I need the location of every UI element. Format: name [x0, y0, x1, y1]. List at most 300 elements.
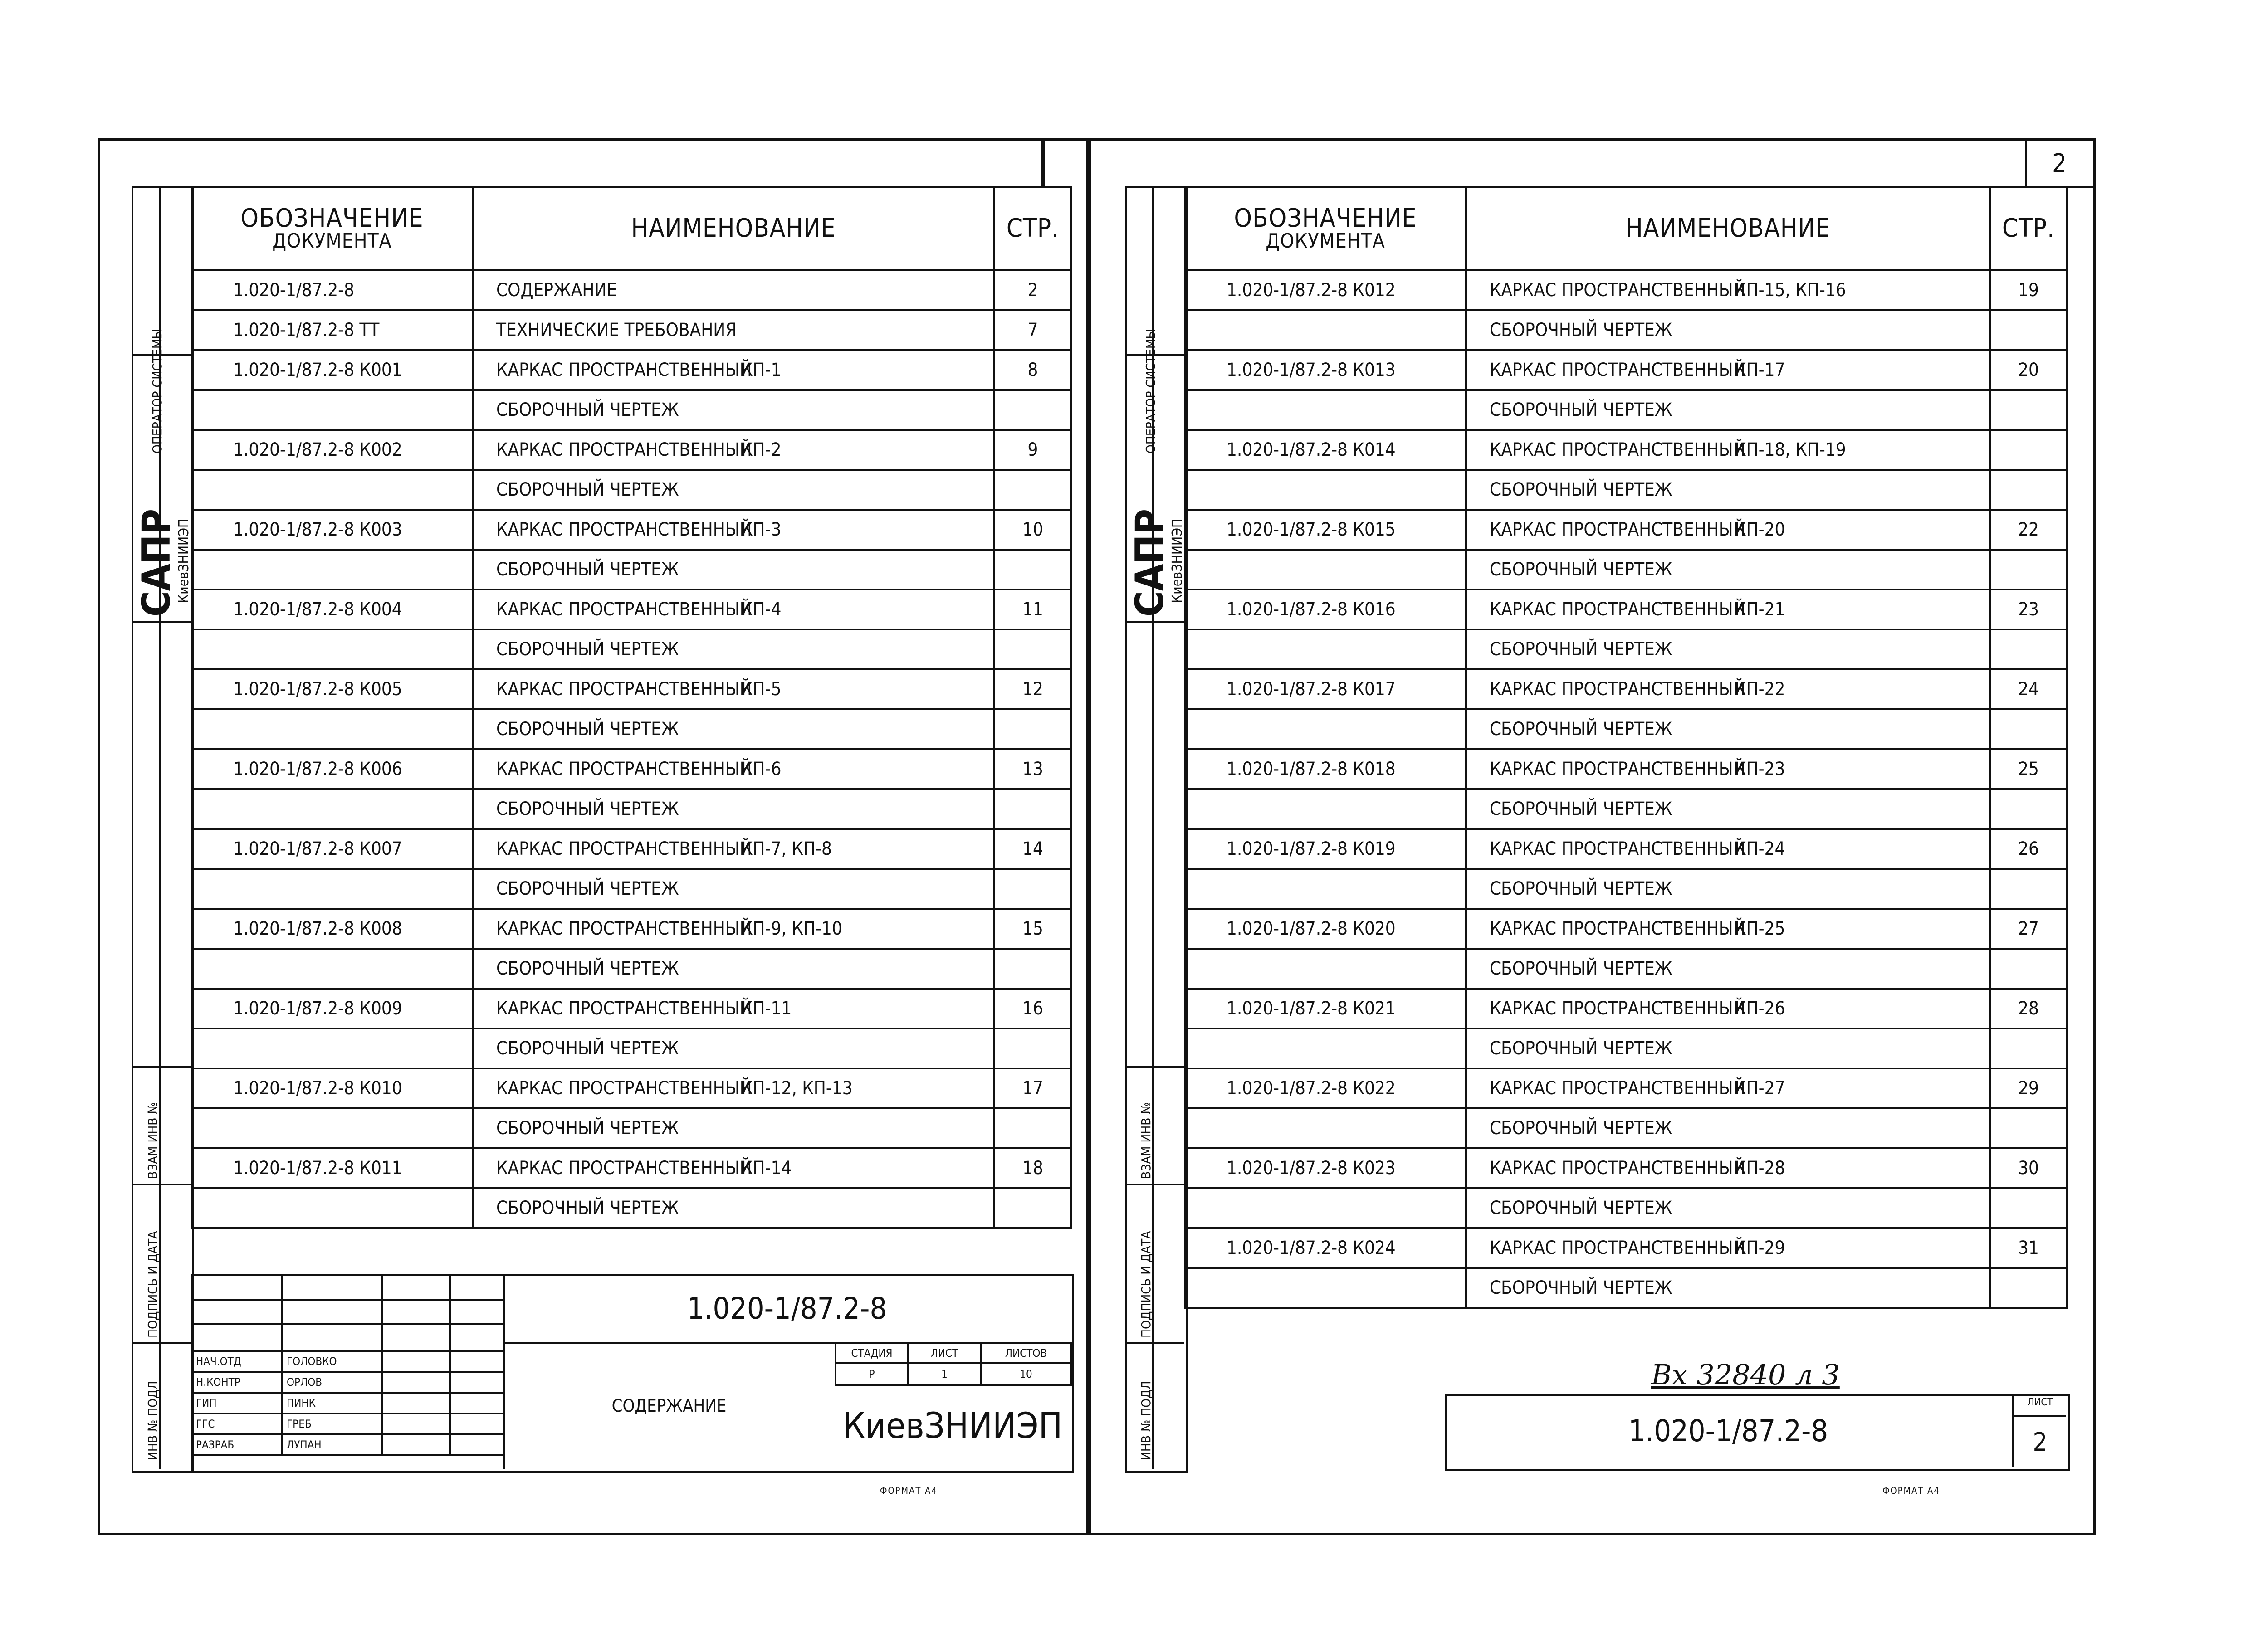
row-name-cell	[473, 350, 994, 390]
row-mark: КП-29	[1735, 1238, 1785, 1258]
row-name: СБОРОЧНЫЙ ЧЕРТЕЖ	[1490, 559, 1672, 580]
row-doc-code	[1185, 1108, 1466, 1148]
row-name-cell	[1466, 390, 1990, 430]
row-mark: КП-27	[1735, 1078, 1785, 1099]
row-page: 12	[994, 669, 1071, 709]
row-name: КАРКАС ПРОСТРАНСТВЕННЫЙ	[1490, 599, 1745, 620]
table-row	[191, 669, 1071, 709]
row-page: 10	[994, 510, 1071, 550]
left-header-code: ОБОЗНАЧЕНИЕ ДОКУМЕНТА	[191, 187, 473, 270]
table-row	[191, 390, 1071, 430]
row-page: 17	[994, 1068, 1071, 1108]
row-name-cell	[1466, 1108, 1990, 1148]
stamp-person: ГРЕБ	[282, 1414, 382, 1434]
table-row	[1185, 829, 2067, 869]
stamp-signature	[382, 1372, 450, 1393]
row-name-cell	[1466, 909, 1990, 949]
right-sidebar-sep2	[1125, 621, 1184, 623]
row-page	[1990, 1188, 2067, 1228]
row-doc-code: 1.020-1/87.2-8 К009	[191, 989, 473, 1029]
row-name-cell	[473, 989, 994, 1029]
row-doc-code: 1.020-1/87.2-8 К010	[191, 1068, 473, 1108]
row-name-cell	[473, 949, 994, 989]
row-mark: КП-4	[741, 599, 782, 620]
row-name: СБОРОЧНЫЙ ЧЕРТЕЖ	[1490, 479, 1672, 500]
row-doc-code	[191, 470, 473, 510]
row-name: КАРКАС ПРОСТРАНСТВЕННЫЙ	[1490, 759, 1745, 780]
row-mark: КП-28	[1735, 1158, 1785, 1179]
row-name: СБОРОЧНЫЙ ЧЕРТЕЖ	[1490, 878, 1672, 899]
left-stamp-list: 1	[908, 1363, 981, 1385]
row-name: КАРКАС ПРОСТРАНСТВЕННЫЙ	[1490, 1158, 1745, 1179]
row-mark: КП-23	[1735, 759, 1785, 780]
row-doc-code: 1.020-1/87.2-8 К008	[191, 909, 473, 949]
table-row	[1185, 989, 2067, 1029]
row-doc-code	[1185, 550, 1466, 590]
right-format-label: ФОРМАТ А4	[1882, 1485, 1940, 1496]
row-name-cell	[1466, 1148, 1990, 1188]
row-page: 29	[1990, 1068, 2067, 1108]
stamp-role: НАЧ.ОТД	[191, 1351, 282, 1372]
row-name-cell	[1466, 430, 1990, 470]
table-row	[1185, 550, 2067, 590]
row-page	[1990, 470, 2067, 510]
row-name: СБОРОЧНЫЙ ЧЕРТЕЖ	[1490, 1118, 1672, 1139]
row-doc-code	[191, 550, 473, 590]
row-page: 26	[1990, 829, 2067, 869]
row-mark: КП-7, КП-8	[741, 838, 832, 859]
row-page	[994, 1029, 1071, 1068]
row-doc-code: 1.020-1/87.2-8 К024	[1185, 1228, 1466, 1268]
row-doc-code	[191, 949, 473, 989]
row-name: КАРКАС ПРОСТРАНСТВЕННЫЙ	[1490, 679, 1745, 700]
row-page: 22	[1990, 510, 2067, 550]
left-stamp-sheet-info	[835, 1342, 1072, 1386]
row-doc-code: 1.020-1/87.2-8 К022	[1185, 1068, 1466, 1108]
row-name: КАРКАС ПРОСТРАНСТВЕННЫЙ	[1490, 1078, 1745, 1099]
row-page	[1990, 310, 2067, 350]
stamp-signature	[382, 1393, 450, 1414]
row-name: КАРКАС ПРОСТРАНСТВЕННЫЙ	[496, 838, 752, 859]
row-name-cell	[473, 749, 994, 789]
row-mark: КП-20	[1735, 519, 1785, 540]
row-name-cell	[1466, 669, 1990, 709]
stamp-role-row	[191, 1393, 504, 1414]
left-stamp-doc-code: 1.020-1/87.2-8	[687, 1291, 887, 1326]
left-sidebar-operator: ОПЕРАТОР СИСТЕМЫ	[150, 329, 165, 453]
row-page	[994, 550, 1071, 590]
row-name-cell	[473, 1068, 994, 1108]
row-page	[1990, 1029, 2067, 1068]
row-doc-code: 1.020-1/87.2-8 К012	[1185, 270, 1466, 310]
stamp-role-row	[191, 1372, 504, 1393]
row-doc-code	[1185, 1268, 1466, 1308]
row-doc-code: 1.020-1/87.2-8 К005	[191, 669, 473, 709]
table-row	[191, 709, 1071, 749]
row-name: КАРКАС ПРОСТРАНСТВЕННЫЙ	[496, 360, 752, 380]
row-name-cell	[473, 1108, 994, 1148]
stamp-signature	[382, 1434, 450, 1455]
table-row	[1185, 510, 2067, 550]
left-binding-strip	[1041, 138, 1045, 186]
row-name: СБОРОЧНЫЙ ЧЕРТЕЖ	[496, 799, 679, 819]
row-name: КАРКАС ПРОСТРАНСТВЕННЫЙ	[1490, 280, 1745, 301]
row-name: КАРКАС ПРОСТРАНСТВЕННЫЙ	[1490, 838, 1745, 859]
stamp-date	[450, 1351, 504, 1372]
row-doc-code: 1.020-1/87.2-8 К014	[1185, 430, 1466, 470]
row-name: СБОРОЧНЫЙ ЧЕРТЕЖ	[496, 1038, 679, 1059]
table-row	[1185, 949, 2067, 989]
row-page	[1990, 949, 2067, 989]
table-row	[191, 989, 1071, 1029]
row-name-cell	[473, 470, 994, 510]
left-stamp-org: КиевЗНИИЭП	[842, 1406, 1063, 1447]
row-name-cell	[473, 310, 994, 350]
stamp-signature	[382, 1351, 450, 1372]
row-name: СБОРОЧНЫЙ ЧЕРТЕЖ	[496, 1118, 679, 1139]
row-name: СБОРОЧНЫЙ ЧЕРТЕЖ	[1490, 400, 1672, 420]
row-name-cell	[473, 629, 994, 669]
row-doc-code	[1185, 629, 1466, 669]
row-doc-code: 1.020-1/87.2-8 К011	[191, 1148, 473, 1188]
row-page	[1990, 430, 2067, 470]
row-name-cell	[473, 1148, 994, 1188]
row-doc-code: 1.020-1/87.2-8 К016	[1185, 590, 1466, 629]
left-sidebar-sep5	[132, 1342, 191, 1344]
right-stamp-list: 2	[2033, 1427, 2048, 1457]
right-stamp-divider	[2012, 1394, 2014, 1467]
row-doc-code	[191, 1108, 473, 1148]
table-row	[191, 869, 1071, 909]
row-page	[1990, 789, 2067, 829]
table-row	[191, 629, 1071, 669]
row-name: СБОРОЧНЫЙ ЧЕРТЕЖ	[496, 479, 679, 500]
row-mark: КП-24	[1735, 838, 1785, 859]
row-name-cell	[1466, 310, 1990, 350]
row-name-cell	[1466, 470, 1990, 510]
row-name-cell	[473, 1029, 994, 1068]
row-name-cell	[1466, 350, 1990, 390]
stamp-role: ГГС	[191, 1414, 282, 1434]
stamp-role-row	[191, 1414, 504, 1434]
row-doc-code: 1.020-1/87.2-8 К007	[191, 829, 473, 869]
row-name-cell	[1466, 550, 1990, 590]
stamp-person: ГОЛОВКО	[282, 1351, 382, 1372]
left-format-label: ФОРМАТ А4	[880, 1485, 938, 1496]
row-name-cell	[473, 669, 994, 709]
table-row	[1185, 310, 2067, 350]
table-row	[1185, 869, 2067, 909]
row-name-cell	[1466, 749, 1990, 789]
row-name-cell	[1466, 629, 1990, 669]
stamp-signature	[382, 1414, 450, 1434]
row-page: 13	[994, 749, 1071, 789]
left-sidebar-inv: ИНВ № ПОДЛ	[145, 1381, 160, 1460]
row-doc-code: 1.020-1/87.2-8 К020	[1185, 909, 1466, 949]
row-page: 11	[994, 590, 1071, 629]
row-name-cell	[1466, 1029, 1990, 1068]
table-row	[191, 949, 1071, 989]
row-page: 31	[1990, 1228, 2067, 1268]
table-row	[191, 430, 1071, 470]
row-name: СБОРОЧНЫЙ ЧЕРТЕЖ	[1490, 719, 1672, 740]
table-row	[1185, 1228, 2067, 1268]
row-mark: КП-12, КП-13	[741, 1078, 853, 1099]
row-page: 8	[994, 350, 1071, 390]
row-mark: КП-14	[741, 1158, 792, 1179]
row-name: СБОРОЧНЫЙ ЧЕРТЕЖ	[1490, 799, 1672, 819]
row-page: 9	[994, 430, 1071, 470]
row-name-cell	[1466, 829, 1990, 869]
left-contents-table	[191, 186, 1072, 1229]
row-mark: КП-26	[1735, 998, 1785, 1019]
row-name-cell	[1466, 949, 1990, 989]
row-name: КАРКАС ПРОСТРАНСТВЕННЫЙ	[1490, 1238, 1745, 1258]
row-mark: КП-15, КП-16	[1735, 280, 1846, 301]
row-mark: КП-5	[741, 679, 782, 700]
stamp-date	[450, 1414, 504, 1434]
right-header-page: СТР.	[1990, 187, 2067, 270]
row-doc-code	[191, 1029, 473, 1068]
row-name-cell	[1466, 709, 1990, 749]
right-handwritten-note: Вх 32840 л 3	[1651, 1358, 1840, 1391]
row-mark: КП-1	[741, 360, 782, 380]
row-name: КАРКАС ПРОСТРАНСТВЕННЫЙ	[1490, 998, 1745, 1019]
row-name: СБОРОЧНЫЙ ЧЕРТЕЖ	[1490, 1198, 1672, 1219]
right-sidebar-sapr: САПР	[1127, 508, 1173, 617]
row-doc-code	[191, 789, 473, 829]
table-row	[191, 310, 1071, 350]
row-page	[1990, 1268, 2067, 1308]
row-doc-code: 1.020-1/87.2-8 К001	[191, 350, 473, 390]
row-name: КАРКАС ПРОСТРАНСТВЕННЫЙ	[496, 679, 752, 700]
table-row	[191, 470, 1071, 510]
stamp-date	[450, 1372, 504, 1393]
row-name: КАРКАС ПРОСТРАНСТВЕННЫЙ	[496, 1158, 752, 1179]
row-mark: КП-17	[1735, 360, 1785, 380]
row-doc-code	[191, 869, 473, 909]
table-row	[1185, 430, 2067, 470]
row-page: 16	[994, 989, 1071, 1029]
table-row	[1185, 669, 2067, 709]
table-row	[1185, 1188, 2067, 1228]
row-page	[1990, 869, 2067, 909]
row-page	[994, 1108, 1071, 1148]
table-row	[191, 1068, 1071, 1108]
row-page: 28	[1990, 989, 2067, 1029]
right-table-header	[1185, 187, 2067, 270]
row-name-cell	[1466, 270, 1990, 310]
row-doc-code: 1.020-1/87.2-8	[191, 270, 473, 310]
row-doc-code: 1.020-1/87.2-8 К002	[191, 430, 473, 470]
table-row	[1185, 789, 2067, 829]
row-page	[994, 629, 1071, 669]
table-row	[1185, 270, 2067, 310]
row-page	[1990, 550, 2067, 590]
row-name-cell	[1466, 789, 1990, 829]
row-name: КАРКАС ПРОСТРАНСТВЕННЫЙ	[1490, 519, 1745, 540]
left-header-page: СТР.	[994, 187, 1071, 270]
right-sidebar-sep3	[1125, 1066, 1184, 1068]
row-mark: КП-21	[1735, 599, 1785, 620]
table-row	[191, 1108, 1071, 1148]
table-row	[191, 1188, 1071, 1228]
row-name: КАРКАС ПРОСТРАНСТВЕННЫЙ	[496, 439, 752, 460]
row-page: 24	[1990, 669, 2067, 709]
stamp-role: ГИП	[191, 1393, 282, 1414]
row-doc-code	[1185, 869, 1466, 909]
left-sidebar-sep2	[132, 621, 191, 623]
row-name: КАРКАС ПРОСТРАНСТВЕННЫЙ	[496, 998, 752, 1019]
row-name: СБОРОЧНЫЙ ЧЕРТЕЖ	[496, 639, 679, 660]
left-header-name: НАИМЕНОВАНИЕ	[473, 187, 994, 270]
row-name-cell	[473, 390, 994, 430]
right-sidebar-operator: ОПЕРАТОР СИСТЕМЫ	[1143, 329, 1158, 453]
stamp-date	[450, 1434, 504, 1455]
row-page	[994, 1188, 1071, 1228]
row-doc-code	[1185, 709, 1466, 749]
left-stamp-stadia-label: СТАДИЯ	[836, 1343, 908, 1363]
left-sidebar-sep4	[132, 1184, 191, 1185]
row-name: СБОРОЧНЫЙ ЧЕРТЕЖ	[496, 719, 679, 740]
row-doc-code	[191, 1188, 473, 1228]
row-name: СБОРОЧНЫЙ ЧЕРТЕЖ	[496, 958, 679, 979]
right-sidebar-vzam: ВЗАМ ИНВ №	[1139, 1102, 1154, 1179]
row-page	[1990, 629, 2067, 669]
row-name: СБОРОЧНЫЙ ЧЕРТЕЖ	[496, 1198, 679, 1219]
right-stamp-list-label: ЛИСТ	[2014, 1397, 2066, 1417]
row-name-cell	[473, 709, 994, 749]
row-name-cell	[1466, 1188, 1990, 1228]
row-mark: КП-18, КП-19	[1735, 439, 1846, 460]
row-doc-code: 1.020-1/87.2-8 К021	[1185, 989, 1466, 1029]
row-name-cell	[473, 829, 994, 869]
table-row	[1185, 709, 2067, 749]
row-page: 23	[1990, 590, 2067, 629]
row-name-cell	[473, 909, 994, 949]
row-doc-code: 1.020-1/87.2-8 К004	[191, 590, 473, 629]
table-row	[1185, 390, 2067, 430]
row-name: ТЕХНИЧЕСКИЕ ТРЕБОВАНИЯ	[496, 320, 737, 341]
row-doc-code	[1185, 470, 1466, 510]
right-header-code: ОБОЗНАЧЕНИЕ ДОКУМЕНТА	[1185, 187, 1466, 270]
table-row	[191, 1029, 1071, 1068]
table-row	[191, 749, 1071, 789]
stamp-date	[450, 1393, 504, 1414]
row-page	[994, 709, 1071, 749]
row-page: 27	[1990, 909, 2067, 949]
table-row	[1185, 1029, 2067, 1068]
row-name-cell	[473, 550, 994, 590]
right-sidebar-inv: ИНВ № ПОДЛ	[1139, 1381, 1154, 1460]
right-contents-table	[1184, 186, 2068, 1309]
row-name: СБОРОЧНЫЙ ЧЕРТЕЖ	[1490, 1038, 1672, 1059]
stamp-role-row	[191, 1434, 504, 1455]
row-doc-code	[191, 390, 473, 430]
row-name: КАРКАС ПРОСТРАНСТВЕННЫЙ	[496, 519, 752, 540]
row-mark: КП-9, КП-10	[741, 918, 842, 939]
row-mark: КП-11	[741, 998, 792, 1019]
left-stamp-list-label: ЛИСТ	[908, 1343, 981, 1363]
table-row	[1185, 1068, 2067, 1108]
row-doc-code	[191, 629, 473, 669]
row-mark: КП-2	[741, 439, 782, 460]
table-row	[191, 1148, 1071, 1188]
row-page	[1990, 709, 2067, 749]
right-header-name: НАИМЕНОВАНИЕ	[1466, 187, 1990, 270]
table-row	[1185, 1108, 2067, 1148]
row-doc-code: 1.020-1/87.2-8 К006	[191, 749, 473, 789]
table-row	[1185, 350, 2067, 390]
row-name: СБОРОЧНЫЙ ЧЕРТЕЖ	[1490, 639, 1672, 660]
row-page: 20	[1990, 350, 2067, 390]
row-name-cell	[473, 590, 994, 629]
stamp-role-row	[191, 1351, 504, 1372]
row-doc-code: 1.020-1/87.2-8 К019	[1185, 829, 1466, 869]
row-doc-code: 1.020-1/87.2-8 К003	[191, 510, 473, 550]
row-doc-code	[1185, 949, 1466, 989]
row-mark: КП-3	[741, 519, 782, 540]
row-page	[994, 789, 1071, 829]
table-row	[1185, 1148, 2067, 1188]
row-name: СБОРОЧНЫЙ ЧЕРТЕЖ	[1490, 1277, 1672, 1298]
table-row	[191, 350, 1071, 390]
row-doc-code	[1185, 310, 1466, 350]
row-name-cell	[1466, 989, 1990, 1029]
row-doc-code: 1.020-1/87.2-8 ТТ	[191, 310, 473, 350]
row-doc-code: 1.020-1/87.2-8 К013	[1185, 350, 1466, 390]
row-doc-code	[1185, 1029, 1466, 1068]
row-name-cell	[1466, 869, 1990, 909]
row-name: КАРКАС ПРОСТРАНСТВЕННЫЙ	[496, 1078, 752, 1099]
left-stamp-stadia: Р	[836, 1363, 908, 1385]
row-name: КАРКАС ПРОСТРАНСТВЕННЫЙ	[1490, 918, 1745, 939]
row-page: 18	[994, 1148, 1071, 1188]
stamp-role: Н.КОНТР	[191, 1372, 282, 1393]
row-page: 2	[994, 270, 1071, 310]
row-page: 25	[1990, 749, 2067, 789]
row-page: 30	[1990, 1148, 2067, 1188]
left-sidebar-podpis: ПОДПИСЬ И ДАТА	[145, 1231, 160, 1338]
row-name: СБОРОЧНЫЙ ЧЕРТЕЖ	[1490, 958, 1672, 979]
row-name-cell	[473, 869, 994, 909]
row-page	[994, 949, 1071, 989]
row-name-cell	[473, 789, 994, 829]
left-stamp-title: СОДЕРЖАНИЕ	[611, 1396, 727, 1416]
row-name-cell	[1466, 590, 1990, 629]
row-page	[994, 390, 1071, 430]
row-name: КАРКАС ПРОСТРАНСТВЕННЫЙ	[496, 918, 752, 939]
table-row	[191, 829, 1071, 869]
row-name: КАРКАС ПРОСТРАНСТВЕННЫЙ	[1490, 360, 1745, 380]
right-sidebar-sep4	[1125, 1184, 1184, 1185]
left-stamp-listov: 10	[981, 1363, 1071, 1385]
row-name: СОДЕРЖАНИЕ	[496, 280, 617, 301]
row-page: 7	[994, 310, 1071, 350]
right-stamp-doc-code: 1.020-1/87.2-8	[1628, 1413, 1828, 1448]
right-sheet-number: 2	[2052, 148, 2067, 178]
row-doc-code	[191, 709, 473, 749]
stamp-person: ПИНК	[282, 1393, 382, 1414]
table-row	[191, 789, 1071, 829]
table-row	[191, 270, 1071, 310]
row-doc-code	[1185, 1188, 1466, 1228]
row-name: СБОРОЧНЫЙ ЧЕРТЕЖ	[496, 559, 679, 580]
row-name: КАРКАС ПРОСТРАНСТВЕННЫЙ	[496, 759, 752, 780]
row-mark: КП-22	[1735, 679, 1785, 700]
row-name-cell	[473, 430, 994, 470]
stamp-person: ЛУПАН	[282, 1434, 382, 1455]
